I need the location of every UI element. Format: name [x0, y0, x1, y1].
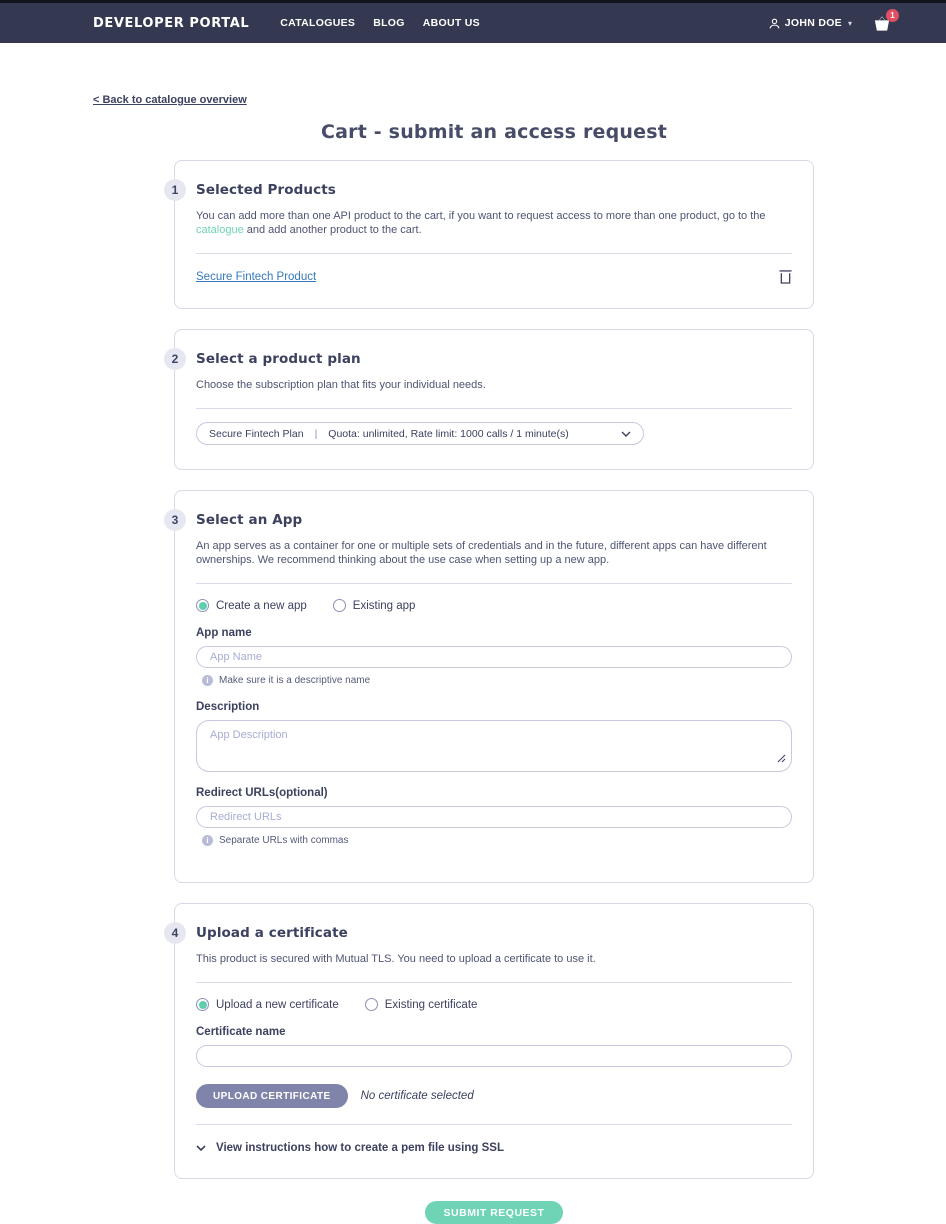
- redirect-urls-input[interactable]: [196, 806, 792, 828]
- selected-product-row: [196, 269, 792, 284]
- user-name: JOHN DOE: [784, 17, 842, 29]
- main-content: [171, 121, 814, 1224]
- user-icon: [768, 17, 781, 30]
- nav-item-about-us[interactable]: ABOUT US: [422, 17, 480, 29]
- app-name-hint: [202, 675, 792, 686]
- cart-button[interactable]: [872, 10, 895, 33]
- nav-item-blog[interactable]: BLOG: [373, 17, 405, 29]
- back-to-catalogue-link[interactable]: < Back to catalogue overview: [93, 94, 247, 106]
- divider: [196, 583, 792, 584]
- info-icon: i: [202, 675, 213, 686]
- section-product-plan: [171, 329, 814, 470]
- radio-label: Existing app: [352, 599, 416, 612]
- description-field-wrap: [196, 720, 792, 772]
- description-text: You can add more than one API product to the cart, if you want to request access to more than one product, go to the: [196, 210, 766, 222]
- app-radio-group: [196, 599, 792, 612]
- radio-existing-app[interactable]: [333, 599, 416, 612]
- section-title: Select a product plan: [196, 351, 361, 367]
- app-name-input[interactable]: [196, 646, 792, 668]
- divider: [196, 1124, 792, 1125]
- user-menu[interactable]: [768, 17, 852, 30]
- redirect-urls-label: Redirect URLs(optional): [196, 787, 328, 799]
- upload-row: [196, 1084, 792, 1108]
- instructions-label: View instructions how to create a pem file using SSL: [216, 1142, 504, 1154]
- section-title: Select an App: [196, 512, 303, 528]
- divider: [196, 982, 792, 983]
- radio-unselected-icon: [365, 998, 378, 1011]
- radio-existing-certificate[interactable]: [365, 998, 478, 1011]
- top-navbar: [0, 3, 946, 43]
- redirect-urls-hint: [202, 835, 792, 846]
- hint-text: Make sure it is a descriptive name: [219, 675, 371, 686]
- step-number-badge: 4: [164, 922, 186, 944]
- chevron-down-icon: [621, 431, 631, 437]
- radio-selected-icon: [196, 599, 209, 612]
- certificate-radio-group: [196, 998, 792, 1011]
- section-selected-products: [171, 160, 814, 309]
- hint-text: Separate URLs with commas: [219, 835, 349, 846]
- upload-certificate-button[interactable]: UPLOAD CERTIFICATE: [196, 1084, 348, 1108]
- plan-details: Quota: unlimited, Rate limit: 1000 calls / 1 minute(s): [328, 427, 569, 440]
- view-instructions-toggle[interactable]: [196, 1142, 792, 1154]
- radio-upload-new-certificate[interactable]: [196, 998, 339, 1011]
- catalogue-link[interactable]: catalogue: [196, 224, 244, 236]
- radio-selected-icon: [196, 998, 209, 1011]
- navbar-right: [768, 10, 895, 33]
- page-title: Cart - submit an access request: [320, 121, 668, 143]
- radio-create-new-app[interactable]: [196, 599, 307, 612]
- section-description: [196, 209, 792, 237]
- step-number-badge: 2: [164, 348, 186, 370]
- radio-label: Create a new app: [216, 599, 307, 612]
- submit-request-button[interactable]: SUBMIT REQUEST: [425, 1201, 564, 1224]
- description-label: Description: [196, 701, 260, 713]
- info-icon: i: [202, 835, 213, 846]
- radio-label: Upload a new certificate: [216, 998, 339, 1011]
- nav-item-catalogues[interactable]: CATALOGUES: [280, 17, 356, 29]
- section-title: Selected Products: [196, 182, 336, 198]
- divider: [196, 253, 792, 254]
- app-name-label: App name: [196, 627, 252, 639]
- no-certificate-text: No certificate selected: [360, 1090, 474, 1102]
- section-description: This product is secured with Mutual TLS. You need to upload a certificate to use it.: [196, 953, 596, 965]
- trash-icon[interactable]: [779, 269, 792, 284]
- plan-select[interactable]: [196, 422, 644, 445]
- app-description-textarea[interactable]: [196, 720, 792, 772]
- product-link[interactable]: Secure Fintech Product: [196, 270, 317, 283]
- chevron-down-icon: [196, 1145, 206, 1151]
- description-text: and add another product to the cart.: [243, 224, 422, 236]
- radio-label: Existing certificate: [384, 998, 478, 1011]
- section-upload-certificate: [171, 903, 814, 1179]
- main-nav: [280, 17, 480, 29]
- certificate-name-input[interactable]: [196, 1045, 792, 1067]
- section-description: An app serves as a container for one or multiple sets of credentials and in the future, different apps can have different ownerships. We recommend thinking about the use case when setting up a new app.: [196, 540, 767, 566]
- plan-name: Secure Fintech Plan: [209, 427, 304, 440]
- certificate-name-label: Certificate name: [196, 1026, 286, 1038]
- chevron-down-icon: ▾: [847, 18, 852, 28]
- radio-unselected-icon: [333, 599, 346, 612]
- submit-area: [174, 1201, 814, 1224]
- step-number-badge: 3: [164, 509, 186, 531]
- separator: |: [314, 427, 318, 440]
- step-number-badge: 1: [164, 179, 186, 201]
- section-select-app: [171, 490, 814, 883]
- cart-badge: 1: [886, 9, 899, 22]
- section-title: Upload a certificate: [196, 925, 348, 941]
- divider: [196, 408, 792, 409]
- brand-title[interactable]: DEVELOPER PORTAL: [93, 15, 250, 31]
- section-description: Choose the subscription plan that fits your individual needs.: [196, 379, 486, 391]
